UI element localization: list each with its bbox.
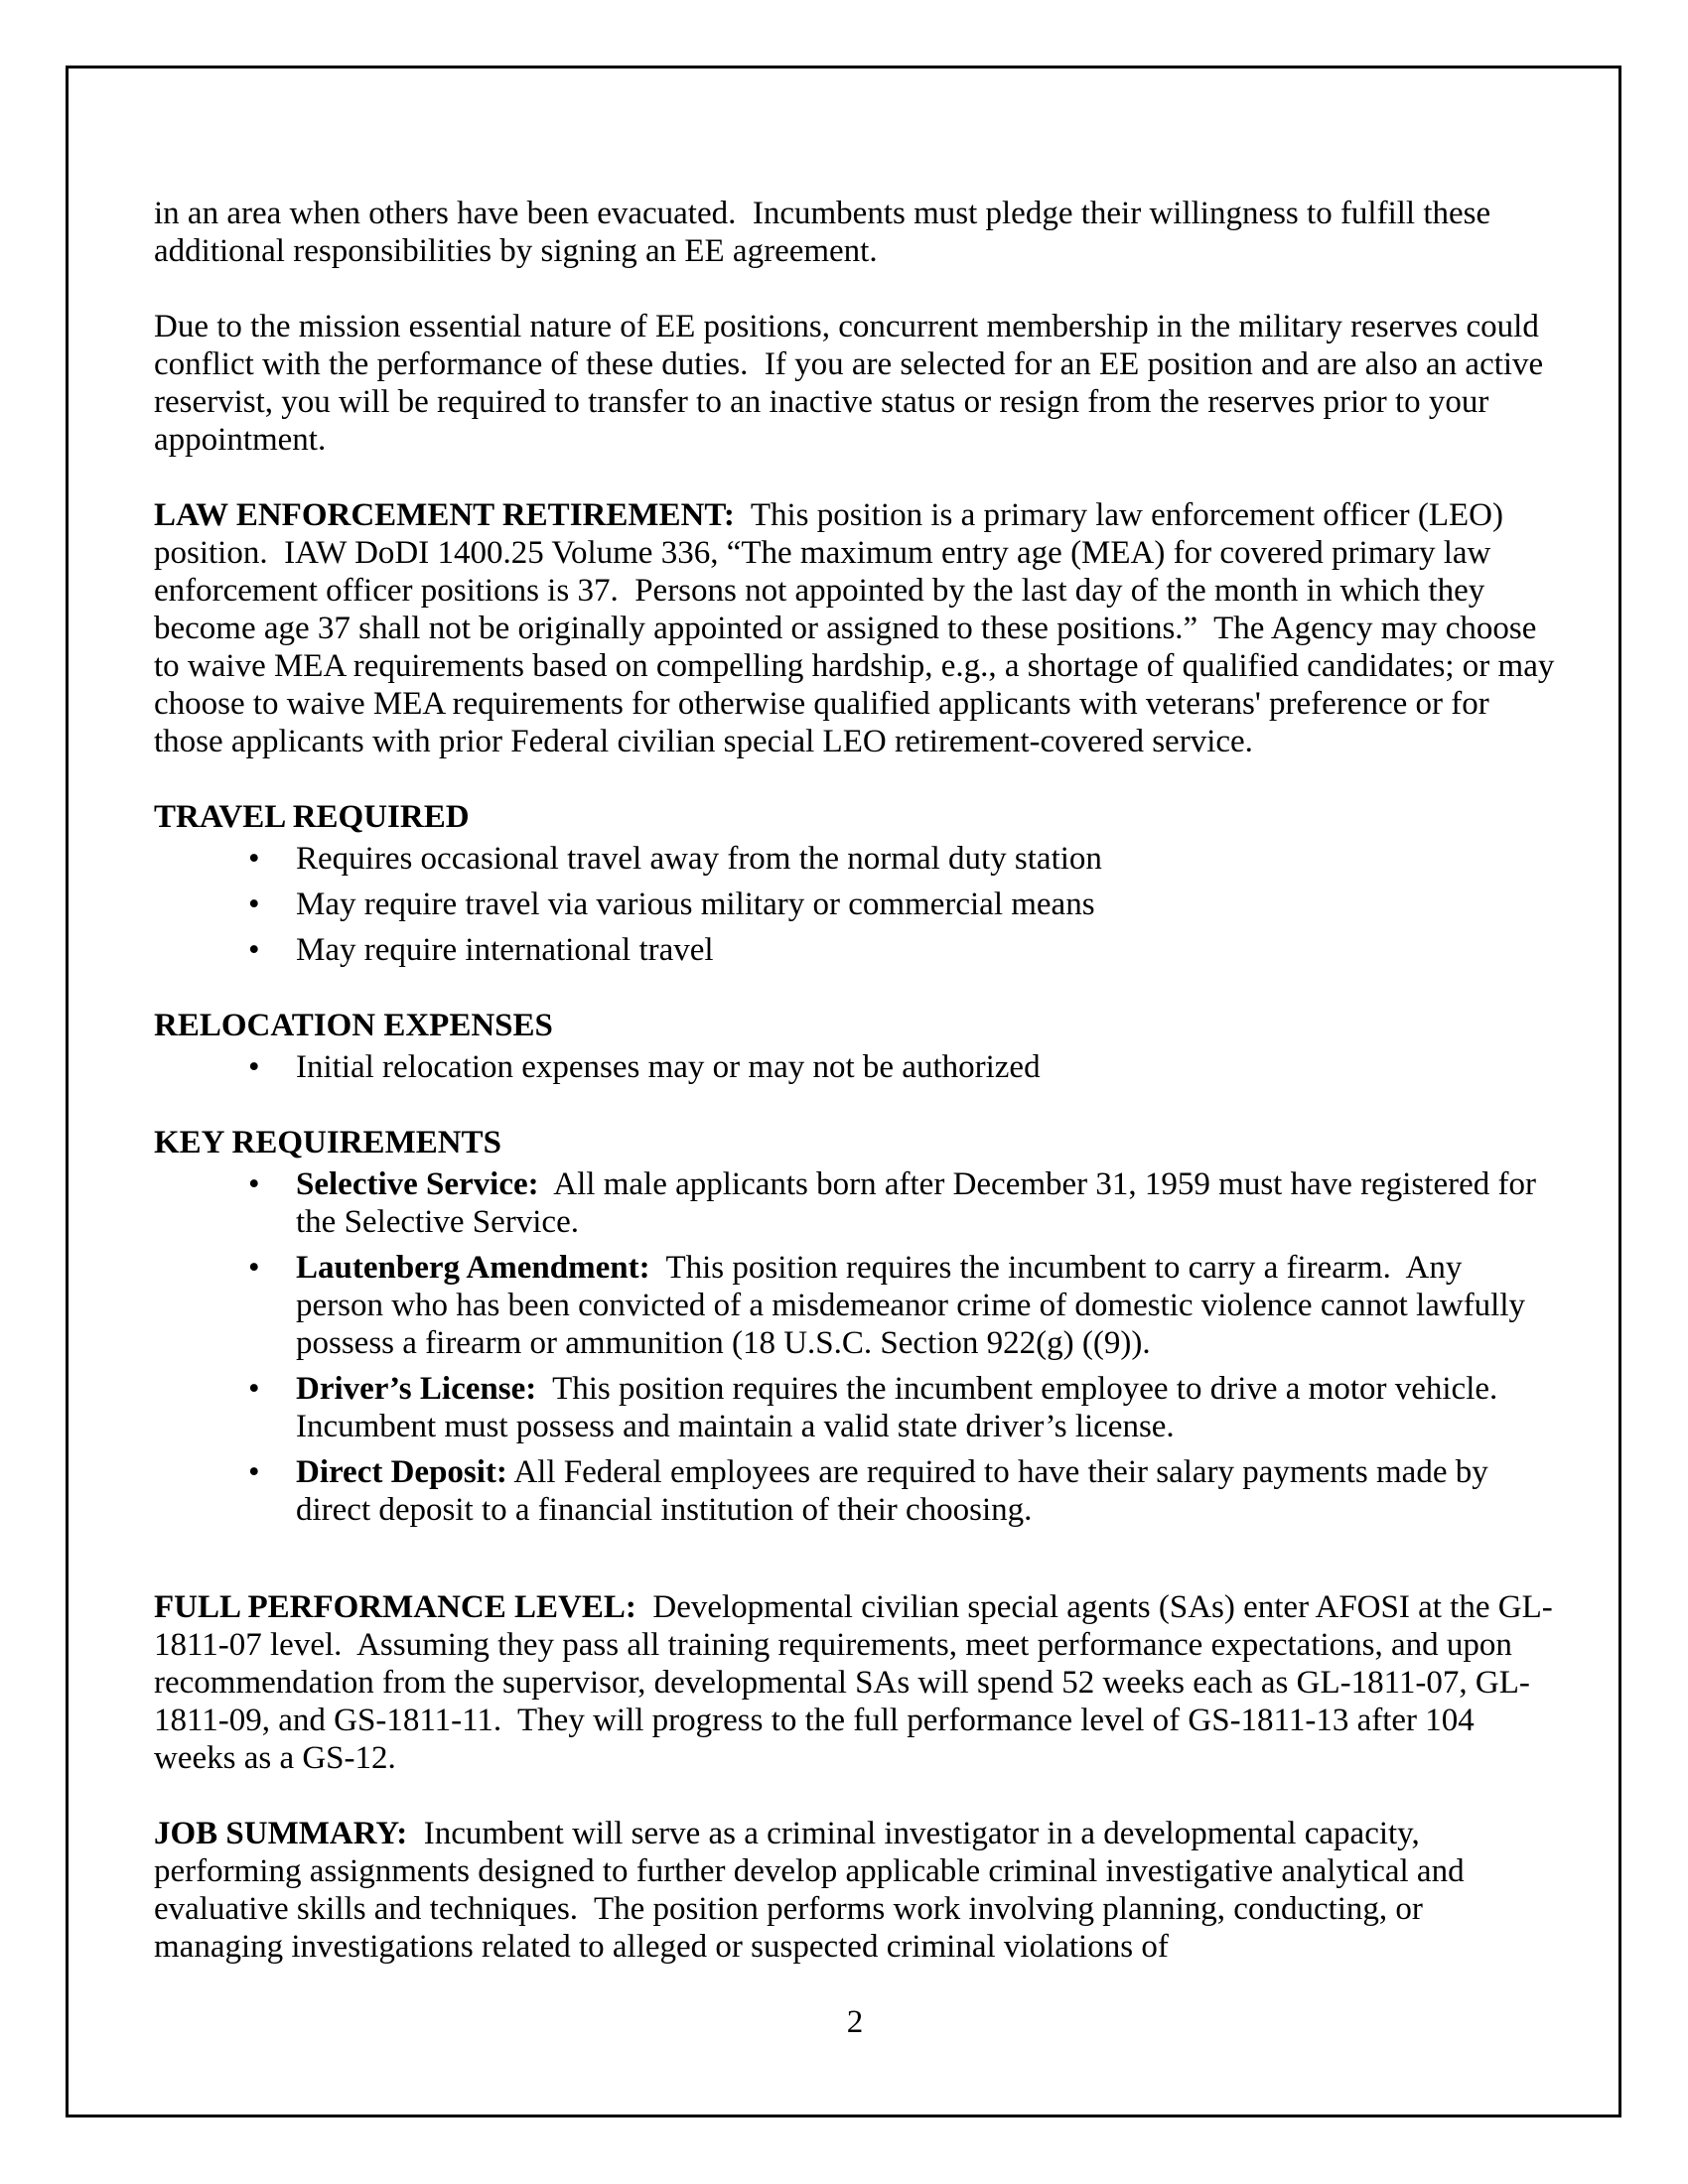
list-item-text: May require travel via various military or commercial means [296, 887, 1095, 922]
list-item-lead: Lautenberg Amendment: [296, 1250, 650, 1286]
heading-travel-required [154, 798, 1556, 836]
list-item-text: Requires occasional travel away from the normal duty station [296, 841, 1102, 877]
list-item [154, 840, 1556, 878]
list-item [154, 886, 1556, 923]
list-item-selective-service [154, 1165, 1556, 1241]
bullet-icon: • [248, 932, 260, 968]
paragraph-ee-agreement [154, 195, 1556, 270]
key-requirements-list [154, 1165, 1556, 1529]
list-item-lead: Selective Service: [296, 1166, 539, 1202]
heading-text: RELOCATION EXPENSES [154, 1008, 553, 1043]
paragraph-text: This position is a primary law enforcement officer (LEO) position. IAW DoDI 1400.25 Volume 336, “The maximum entry age (MEA) for covered primary law enforcement officer positions is 37. Persons not appointed by the last day of the month in which they become age 37 shall not be originally appointed or assigned to these positions.” The Agency may choose to waive MEA requirements based on compelling hardship, e.g., a shortage of qualified candidates; or may choose to waive MEA requirements for otherwise qualified applicants with veterans' preference or for those applicants with prior Federal civilian special LEO retirement-covered service. [154, 497, 1563, 759]
paragraph-text: Due to the mission essential nature of EE positions, concurrent membership in the military reserves could conflict with the performance of these duties. If you are selected for an EE position and are also an active reservist, you will be required to transfer to an inactive status or resign from the reserves prior to your appointment. [154, 309, 1552, 458]
section-lead-law-enforcement-retirement: LAW ENFORCEMENT RETIREMENT: [154, 497, 735, 533]
page-number: 2 [846, 2004, 864, 2040]
paragraph-law-enforcement-retirement [154, 496, 1563, 760]
list-item-text: All male applicants born after December 31, 1959 must have registered for the Selective Service. [296, 1166, 1545, 1240]
heading-text: TRAVEL REQUIRED [154, 799, 470, 835]
list-item-lead: Driver’s License: [296, 1371, 537, 1407]
list-item-lead: Direct Deposit: [296, 1454, 507, 1490]
paragraph-full-performance-level [154, 1588, 1556, 1777]
bullet-icon: • [248, 1166, 260, 1202]
heading-key-requirements [154, 1124, 1556, 1161]
list-item-text: This position requires the incumbent to carry a firearm. Any person who has been convicted of a misdemeanor crime of domestic violence cannot lawfully possess a firearm or ammunition (18 U.S.C. Section 922(g) ((9)). [296, 1250, 1534, 1361]
bullet-icon: • [248, 1250, 260, 1286]
paragraph-text: in an area when others have been evacuated. Incumbents must pledge their willingness to fulfill these additional responsibilities by signing an EE agreement. [154, 196, 1499, 269]
document-body [154, 195, 1563, 2041]
heading-text: KEY REQUIREMENTS [154, 1125, 501, 1160]
list-item-drivers-license [154, 1370, 1556, 1445]
section-lead-job-summary: JOB SUMMARY: [154, 1816, 408, 1851]
bullet-icon: • [248, 887, 260, 922]
paragraph-job-summary [154, 1815, 1556, 1966]
list-item-text: All Federal employees are required to have their salary payments made by direct deposit to a financial institution of their choosing. [296, 1454, 1496, 1528]
list-item-text: Initial relocation expenses may or may not be authorized [296, 1049, 1041, 1085]
list-item-text: This position requires the incumbent employee to drive a motor vehicle. Incumbent must possess and maintain a valid state driver’s license. [296, 1371, 1514, 1444]
bullet-icon: • [248, 841, 260, 877]
bullet-icon: • [248, 1371, 260, 1407]
list-item-direct-deposit [154, 1453, 1556, 1529]
list-item [154, 1048, 1556, 1086]
list-item-text: May require international travel [296, 932, 714, 968]
relocation-expenses-list [154, 1048, 1556, 1086]
list-item-lautenberg-amendment [154, 1249, 1556, 1362]
paragraph-military-reserves [154, 308, 1556, 459]
travel-required-list [154, 840, 1556, 969]
paragraph-text: Developmental civilian special agents (SAs) enter AFOSI at the GL-1811-07 level. Assuming they pass all training requirements, meet performance expectations, and upon recommendation from the supervisor, developmental SAs will spend 52 weeks each as GL-1811-07, GL-1811-09, and GS-1811-11. They will progress to the full performance level of GS-1811-13 after 104 weeks as a GS-12. [154, 1589, 1553, 1776]
bullet-icon: • [248, 1049, 260, 1085]
section-lead-full-performance-level: FULL PERFORMANCE LEVEL: [154, 1589, 636, 1625]
list-item [154, 931, 1556, 969]
paragraph-text: Incumbent will serve as a criminal investigator in a developmental capacity, performing assignments designed to further develop applicable criminal investigative analytical and evaluative skills and techniques. The position performs work involving planning, conducting, or managing investigations related to alleged or suspected criminal violations of [154, 1816, 1473, 1965]
bullet-icon: • [248, 1454, 260, 1490]
heading-relocation-expenses [154, 1007, 1556, 1044]
